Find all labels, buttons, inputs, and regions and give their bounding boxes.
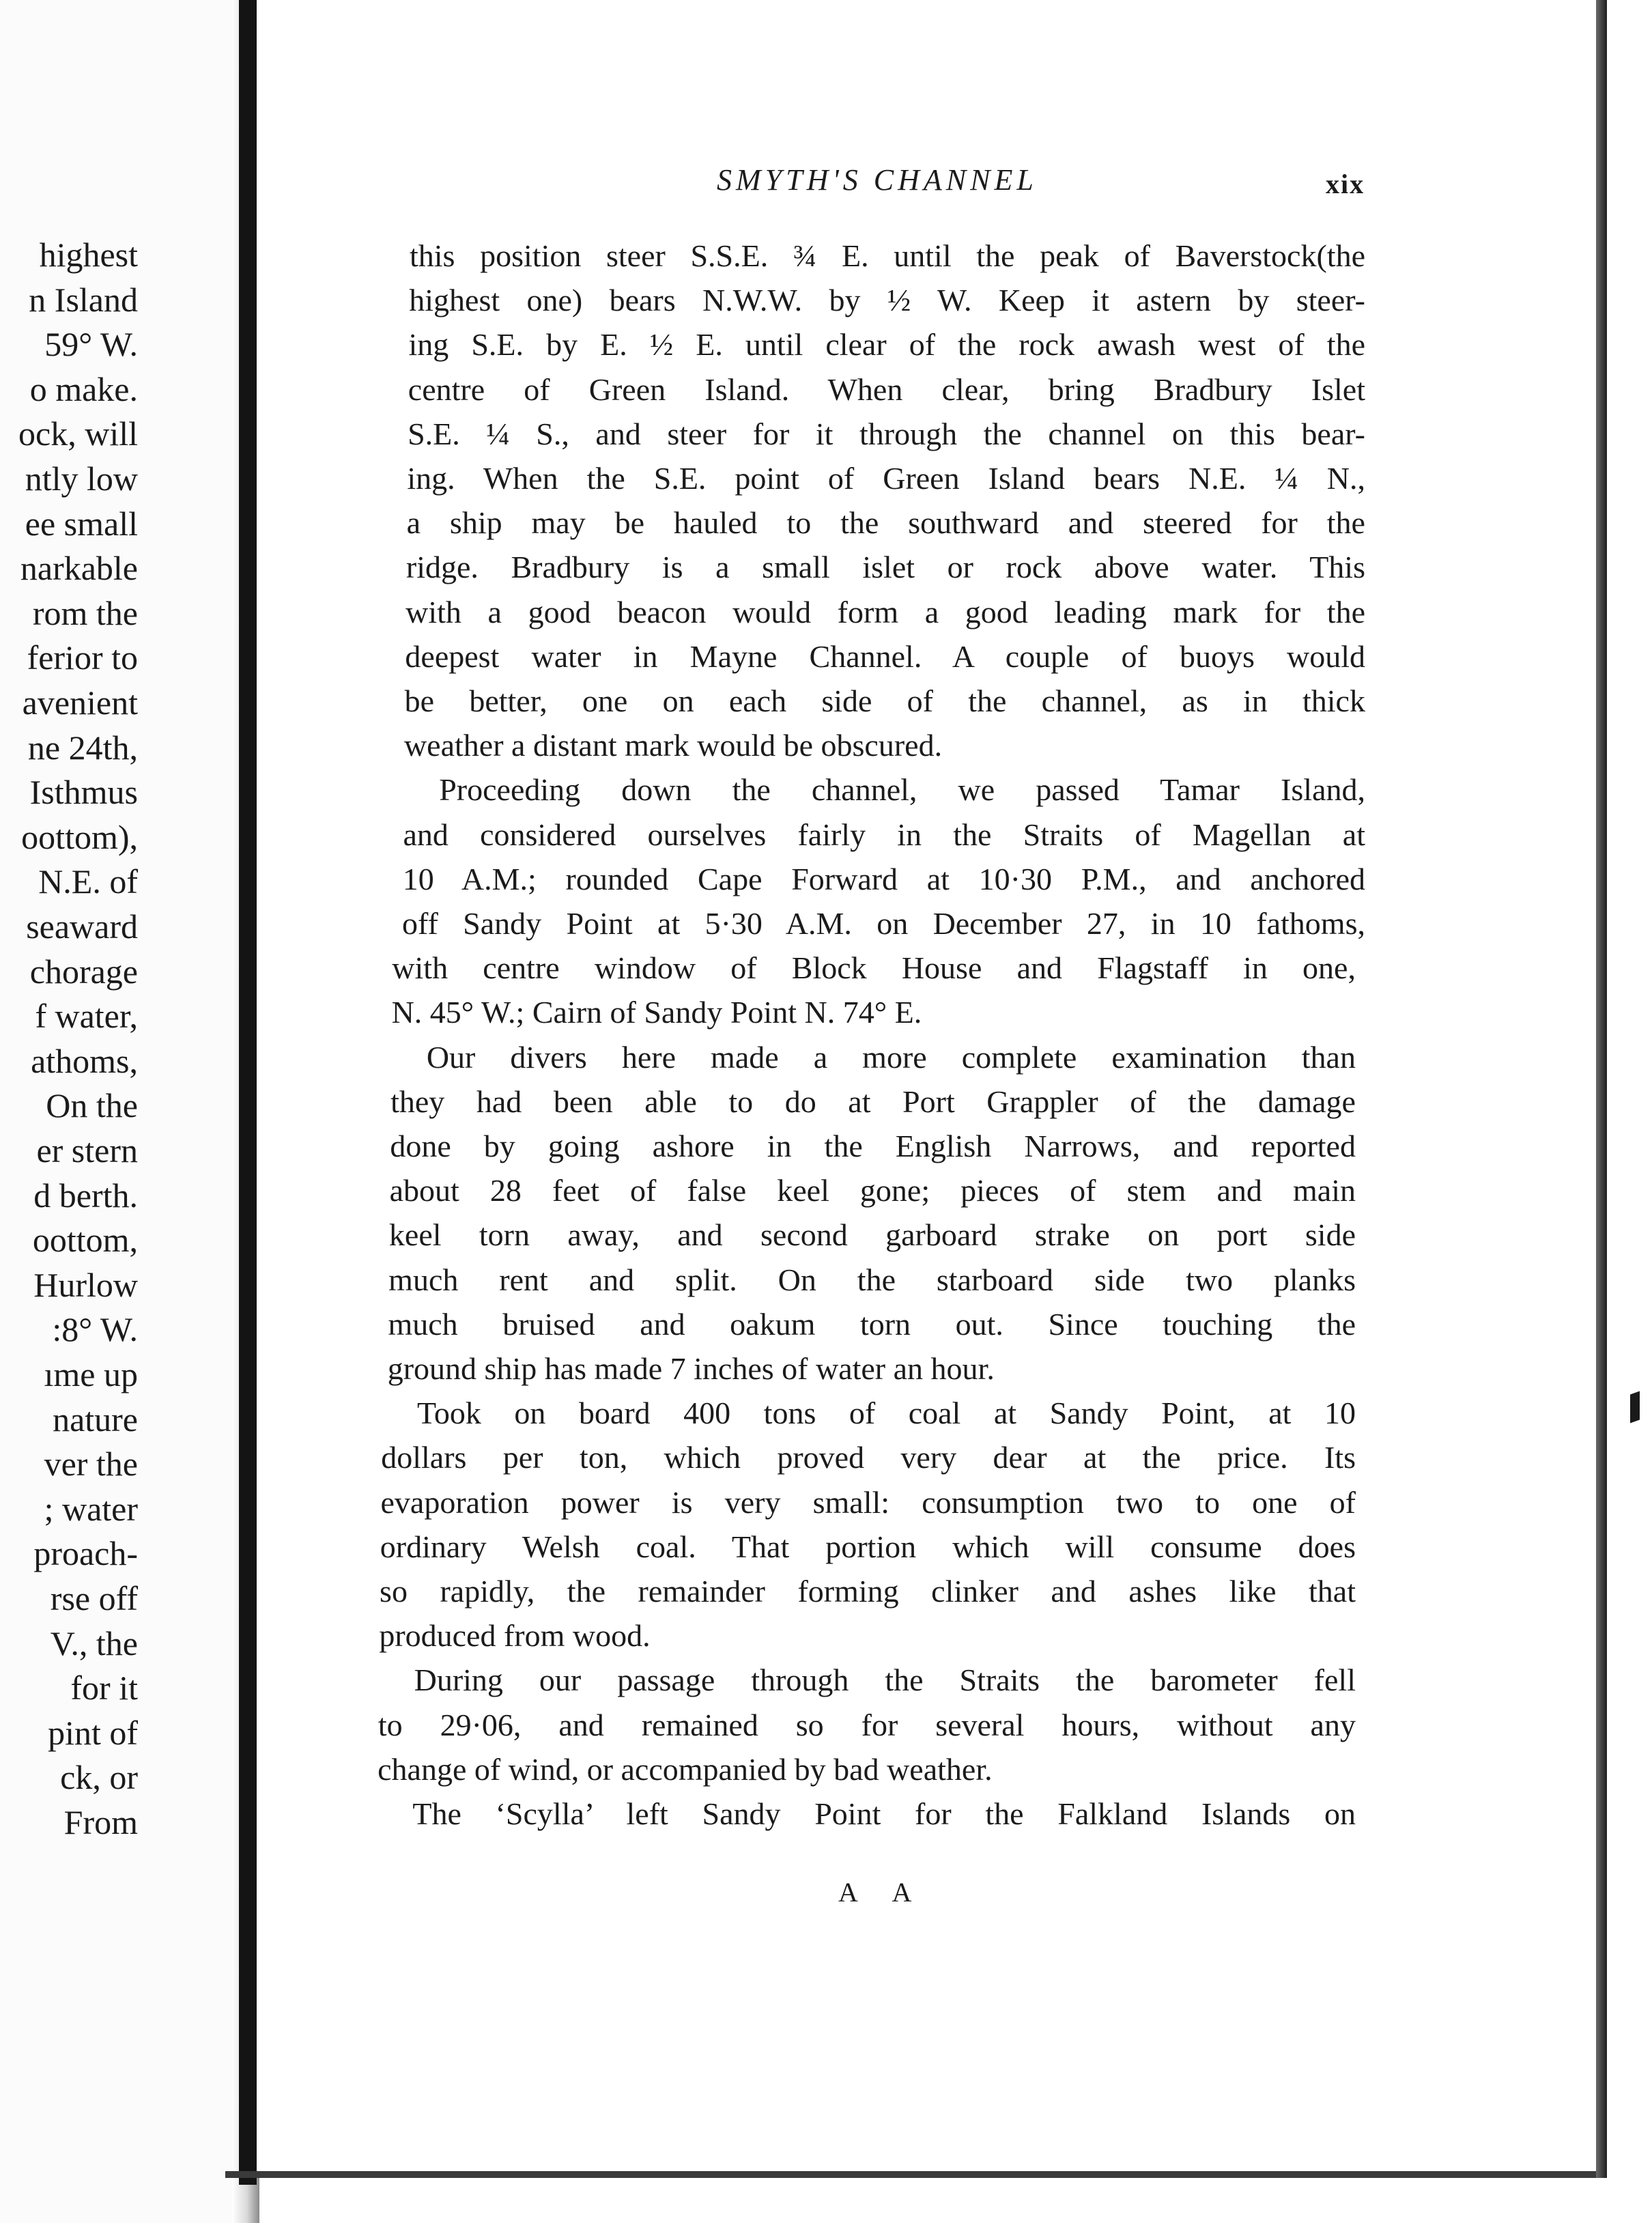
body-line: centre of Green Island. When clear, bring Bradbury Islet	[408, 371, 1365, 407]
body-line: highest one) bears N.W.W. by ½ W. Keep it astern by steer-	[409, 283, 1365, 318]
page-number: xix	[1326, 169, 1365, 199]
left-page-line: :8° W.	[52, 1310, 138, 1349]
running-title: SMYTH'S CHANNEL	[717, 163, 1038, 197]
body-line: S.E. ¼ S., and steer for it through the channel on this bear-	[408, 416, 1365, 451]
left-page-line: Isthmus	[29, 773, 138, 812]
page-right-edge	[1596, 0, 1607, 2178]
body-line: a ship may be hauled to the southward and steered for the	[406, 505, 1365, 541]
body-line: dollars per ton, which proved very dear at the price. Its	[381, 1440, 1356, 1475]
left-page-line: rom the	[32, 593, 138, 632]
body-line: The ‘Scylla’ left Sandy Point for the Falkland Islands on	[412, 1796, 1356, 1831]
body-line: be better, one on each side of the channel, as in thick	[404, 683, 1365, 718]
left-page-line: ferior to	[27, 638, 138, 677]
left-page-line: n Island	[29, 280, 138, 319]
body-line: with a good beacon would form a good leading mark for the	[405, 594, 1365, 629]
body-line: much rent and split. On the starboard side two planks	[388, 1262, 1356, 1297]
body-line: ing S.E. by E. ½ E. until clear of the rock awash west of the	[408, 327, 1365, 363]
left-page-line: N.E. of	[38, 862, 138, 901]
body-line: produced from wood.	[379, 1618, 651, 1654]
left-page-line: athoms,	[31, 1041, 138, 1080]
left-page-line: chorage	[29, 952, 138, 991]
left-page-line: o make.	[29, 369, 138, 408]
left-page-line: narkable	[20, 549, 138, 588]
left-page-line: highest	[39, 236, 138, 274]
left-page-line: seaward	[26, 907, 138, 946]
scan-margin	[1607, 0, 1652, 2223]
body-line: about 28 feet of false keel gone; pieces of stem and main	[389, 1173, 1356, 1208]
body-line: weather a distant mark would be obscured.	[403, 728, 943, 763]
left-page-line: ntly low	[25, 459, 138, 498]
left-page-line: ıme up	[44, 1355, 138, 1393]
body-line: to 29·06, and remained so for several hours, without any	[378, 1707, 1356, 1742]
signature-mark: A A	[838, 1877, 927, 1908]
body-line: 10 A.M.; rounded Cape Forward at 10·30 P.M., and anchored	[402, 861, 1365, 896]
body-line: evaporation power is very small: consumption two to one of	[380, 1484, 1356, 1520]
body-line: Took on board 400 tons of coal at Sandy Point, at 10	[416, 1396, 1356, 1431]
body-line: much bruised and oakum torn out. Since touching the	[388, 1306, 1356, 1342]
body-line: deepest water in Mayne Channel. A couple of buoys would	[405, 638, 1365, 674]
left-page-line: ock, will	[18, 414, 138, 453]
left-page-line: ck, or	[60, 1758, 138, 1797]
body-line: ordinary Welsh coal. That portion which will consume does	[380, 1529, 1356, 1564]
body-line: they had been able to do at Port Grappler of the damage	[390, 1084, 1356, 1119]
left-page-line: ver the	[44, 1445, 138, 1484]
left-page-line: rse off	[50, 1579, 138, 1617]
body-line: keel torn away, and second garboard strake on port side	[388, 1217, 1356, 1253]
body-line: ridge. Bradbury is a small islet or rock above water. This	[405, 550, 1365, 585]
body-line: During our passage through the Straits the barometer fell	[414, 1662, 1356, 1698]
margin-tab-mark	[1630, 1391, 1640, 1423]
left-page-line: pint of	[48, 1713, 138, 1752]
left-page-line: avenient	[22, 683, 138, 722]
left-page-line: On the	[46, 1086, 138, 1125]
left-page-line: ne 24th,	[27, 728, 138, 767]
body-line: Proceeding down the channel, we passed Tamar Island,	[439, 772, 1365, 808]
left-page-line: for it	[70, 1669, 138, 1708]
left-page-line: From	[63, 1803, 138, 1841]
book-gutter	[239, 0, 257, 2185]
left-page-line: ee small	[25, 504, 138, 543]
body-line: ground ship has made 7 inches of water an hour.	[387, 1351, 995, 1386]
left-page-line: 59° W.	[44, 325, 138, 364]
left-page-line: oottom,	[32, 1221, 138, 1260]
left-page-line: Hurlow	[33, 1265, 138, 1304]
left-page-line: V., the	[50, 1624, 138, 1662]
body-line: Our divers here made a more complete examination than	[426, 1039, 1356, 1075]
left-page-line: proach-	[33, 1534, 138, 1573]
left-page-line: ; water	[44, 1489, 138, 1528]
page-bottom-edge	[225, 2171, 1604, 2178]
body-line: N. 45° W.; Cairn of Sandy Point N. 74° E.	[391, 995, 922, 1030]
left-page-line: d berth.	[33, 1176, 138, 1215]
body-line: off Sandy Point at 5·30 A.M. on December 27, in 10 fathoms,	[402, 906, 1365, 941]
body-line: change of wind, or accompanied by bad weather.	[378, 1751, 993, 1787]
body-line: and considered ourselves fairly in the Straits of Magellan at	[403, 817, 1365, 852]
body-line: so rapidly, the remainder forming clinker and ashes like that	[380, 1574, 1356, 1609]
body-line: ing. When the S.E. point of Green Island bears N.E. ¼ N.,	[407, 461, 1365, 496]
left-page-line: oottom),	[21, 817, 138, 856]
left-page-line: nature	[53, 1400, 138, 1439]
left-page-fragment	[0, 0, 254, 2223]
body-line: with centre window of Block House and Flagstaff in one,	[392, 950, 1356, 986]
left-page-line: er stern	[36, 1131, 138, 1170]
left-page-line: f water,	[35, 997, 138, 1036]
body-line: this position steer S.S.E. ¾ E. until the peak of Baverstock(the	[410, 238, 1365, 273]
body-line: done by going ashore in the English Narrows, and reported	[390, 1129, 1356, 1163]
